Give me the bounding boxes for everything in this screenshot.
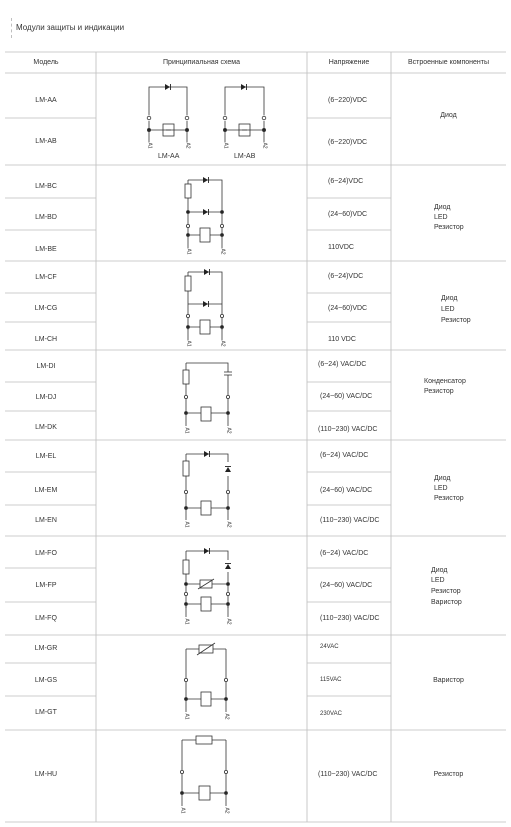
model-cell: LM-AA xyxy=(35,97,57,104)
voltage-cell: (6~24) VAC/DC xyxy=(320,452,369,459)
voltage-cell: (6~220)VDC xyxy=(328,139,368,146)
terminal-a1: A1 xyxy=(183,521,190,528)
terminal-a1: A1 xyxy=(185,340,192,347)
terminal-a1: A1 xyxy=(146,142,153,149)
terminal-a2: A2 xyxy=(184,142,191,149)
terminal-a2: A2 xyxy=(225,427,232,434)
component-cell: LED xyxy=(431,577,445,584)
voltage-cell: (6~24) VAC/DC xyxy=(320,550,369,557)
terminal-a2: A2 xyxy=(225,618,232,625)
component-cell: Диод xyxy=(434,204,451,211)
voltage-cell: (110~230) VAC/DC xyxy=(320,517,380,524)
terminal-a1: A1 xyxy=(183,618,190,625)
model-cell: LM-EM xyxy=(34,487,58,494)
model-cell: LM-DK xyxy=(35,424,57,431)
terminal-a2: A2 xyxy=(223,713,230,720)
model-cell: LM-CH xyxy=(34,336,58,343)
component-cell: Конденсатор xyxy=(424,378,466,385)
component-cell: Диод xyxy=(434,475,451,482)
schematic-group-e xyxy=(183,454,230,520)
model-cell: LM-DI xyxy=(36,363,56,370)
model-cell: LM-AB xyxy=(35,138,57,145)
model-cell: LM-GR xyxy=(34,645,58,652)
page-title: Модули защиты и индикации xyxy=(11,18,124,38)
model-cell: LM-BD xyxy=(35,214,57,221)
voltage-cell: (110~230) VAC/DC xyxy=(318,426,378,433)
voltage-cell: 110VDC xyxy=(328,244,354,251)
terminal-a1: A1 xyxy=(179,807,186,814)
component-cell: Резистор xyxy=(434,224,464,231)
component-cell: Диод xyxy=(440,112,457,119)
terminal-a1: A1 xyxy=(183,713,190,720)
voltage-cell: (6~24) VAC/DC xyxy=(318,361,367,368)
terminal-a1: A1 xyxy=(185,248,192,255)
voltage-cell: (24~60) VAC/DC xyxy=(320,487,373,494)
voltage-cell: (6~220)VDC xyxy=(328,97,368,104)
model-cell: LM-GS xyxy=(34,677,58,684)
schematic-label-ab: LM-AB xyxy=(234,153,256,160)
voltage-cell: 110 VDC xyxy=(328,336,356,343)
model-cell: LM-CF xyxy=(35,274,57,281)
schematic-group-g xyxy=(184,643,227,712)
terminal-a2: A2 xyxy=(219,248,226,255)
model-cell: LM-CG xyxy=(34,305,58,312)
component-cell: Варистор xyxy=(431,599,462,606)
voltage-cell: (110~230) VAC/DC xyxy=(320,615,380,622)
voltage-cell: (110~230) VAC/DC xyxy=(318,771,378,778)
schematic-lm-aa xyxy=(147,87,189,142)
header-model: Модель xyxy=(33,59,59,66)
voltage-cell: (6~24)VDC xyxy=(328,273,364,280)
component-cell: Резистор xyxy=(431,588,461,595)
voltage-cell: 115VAC xyxy=(320,677,342,683)
voltage-cell: 24VAC xyxy=(320,644,339,650)
header-components: Встроенные компоненты xyxy=(407,59,490,66)
header-schema: Принципиальная схема xyxy=(163,59,240,66)
header-voltage: Напряжение xyxy=(328,59,370,66)
component-cell: Варистор xyxy=(433,677,464,684)
model-cell: LM-BC xyxy=(35,183,57,190)
schematic-label-aa: LM-AA xyxy=(158,153,180,160)
component-cell: Резистор xyxy=(433,771,464,778)
model-cell: LM-GT xyxy=(35,709,57,716)
model-cell: LM-HU xyxy=(34,771,58,778)
component-cell: LED xyxy=(441,306,455,313)
schematic-group-f xyxy=(183,551,230,617)
terminal-a1: A1 xyxy=(183,427,190,434)
terminal-a2: A2 xyxy=(219,340,226,347)
model-cell: LM-FQ xyxy=(35,615,57,622)
model-cell: LM-EL xyxy=(35,453,57,460)
terminal-a2: A2 xyxy=(261,142,268,149)
model-cell: LM-DJ xyxy=(35,394,57,401)
model-cell: LM-FP xyxy=(35,582,57,589)
component-cell: Диод xyxy=(431,567,448,574)
component-cell: Резистор xyxy=(424,388,454,395)
component-cell: Диод xyxy=(441,295,458,302)
component-cell: Резистор xyxy=(434,495,464,502)
schematic-lm-ab xyxy=(223,87,266,142)
voltage-cell: (24~60) VAC/DC xyxy=(320,393,373,400)
component-cell: LED xyxy=(434,214,448,221)
terminal-a2: A2 xyxy=(225,521,232,528)
terminal-a2: A2 xyxy=(223,807,230,814)
schematic-group-d xyxy=(183,363,232,426)
terminal-a1: A1 xyxy=(222,142,229,149)
voltage-cell: (24~60)VDC xyxy=(328,211,368,218)
voltage-cell: (24~60)VDC xyxy=(328,305,368,312)
model-cell: LM-BE xyxy=(35,246,57,253)
model-cell: LM-EN xyxy=(35,517,57,524)
component-cell: LED xyxy=(434,485,448,492)
voltage-cell: 230VAC xyxy=(320,711,342,717)
voltage-cell: (24~60) VAC/DC xyxy=(320,582,373,589)
model-cell: LM-FO xyxy=(35,550,57,557)
voltage-cell: (6~24)VDC xyxy=(328,178,364,185)
component-cell: Резистор xyxy=(441,317,471,324)
schematic-group-h xyxy=(180,736,227,806)
